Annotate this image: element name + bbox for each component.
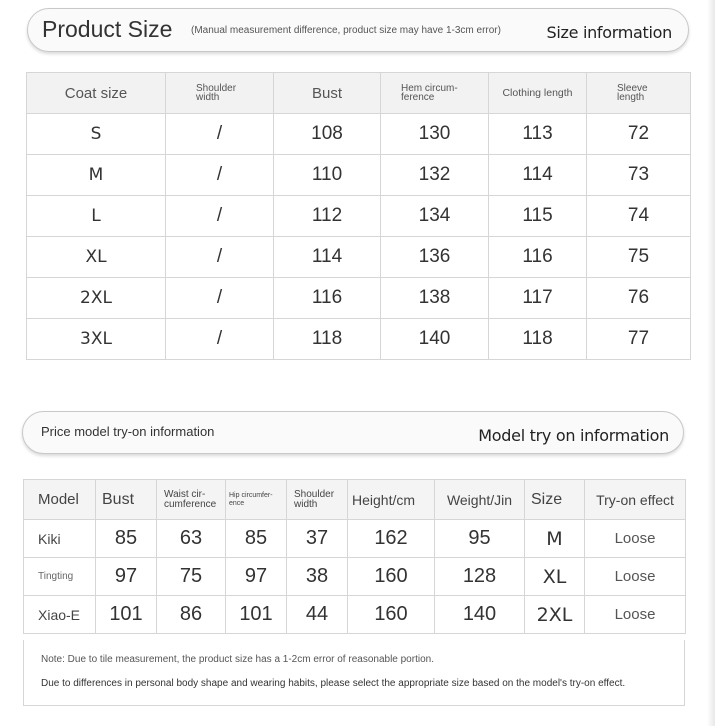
cell-height: 160 bbox=[348, 558, 435, 596]
header-sleeve-line1: Sleeve bbox=[617, 83, 648, 94]
model-info-title: Price model try-on information bbox=[41, 424, 215, 439]
cell-sleeve: 75 bbox=[587, 237, 691, 278]
cell-shoulder: / bbox=[166, 319, 274, 360]
header-weight: Weight/Jin bbox=[435, 480, 525, 520]
cell-waist: 86 bbox=[157, 596, 226, 634]
header-shoulder-line1: Shoulder bbox=[294, 488, 335, 500]
cell-hip: 85 bbox=[226, 520, 287, 558]
header-clothing-length: Clothing length bbox=[489, 73, 587, 114]
page-edge-shadow bbox=[707, 0, 715, 726]
model-table-header-row bbox=[24, 480, 686, 520]
cell-bust: 97 bbox=[96, 558, 157, 596]
cell-hem: 138 bbox=[381, 278, 489, 319]
header-sleeve-line2: length bbox=[617, 92, 645, 103]
cell-effect: Loose bbox=[585, 596, 686, 634]
header-hip-line2: ence bbox=[229, 499, 245, 507]
cell-bust: 85 bbox=[96, 520, 157, 558]
cell-hem: 140 bbox=[381, 319, 489, 360]
cell-sleeve: 76 bbox=[587, 278, 691, 319]
table-row bbox=[27, 196, 691, 237]
header-height: Height/cm bbox=[348, 480, 435, 520]
header-shoulder-line2: width bbox=[294, 498, 318, 510]
header-bust: Bust bbox=[274, 73, 381, 114]
cell-shoulder: 38 bbox=[287, 558, 348, 596]
header-waist-line2: cumference bbox=[164, 498, 217, 510]
model-table bbox=[23, 479, 686, 634]
cell-size: 3XL bbox=[27, 319, 166, 360]
cell-size: 2XL bbox=[525, 596, 585, 634]
cell-sleeve: 74 bbox=[587, 196, 691, 237]
cell-size: XL bbox=[525, 558, 585, 596]
header-waist bbox=[157, 480, 226, 520]
cell-shoulder: 37 bbox=[287, 520, 348, 558]
cell-sleeve: 77 bbox=[587, 319, 691, 360]
cell-bust: 101 bbox=[96, 596, 157, 634]
cell-height: 162 bbox=[348, 520, 435, 558]
header-hip-line1: Hip circumfer- bbox=[229, 491, 273, 499]
cell-size: L bbox=[27, 196, 166, 237]
header-size: Size bbox=[525, 480, 585, 520]
cell-shoulder: / bbox=[166, 114, 274, 155]
table-row bbox=[27, 237, 691, 278]
cell-weight: 140 bbox=[435, 596, 525, 634]
cell-length: 118 bbox=[489, 319, 587, 360]
notes-box bbox=[23, 640, 685, 706]
table-row bbox=[24, 558, 686, 596]
cell-weight: 95 bbox=[435, 520, 525, 558]
cell-hem: 130 bbox=[381, 114, 489, 155]
cell-shoulder: / bbox=[166, 196, 274, 237]
model-name: Tingting bbox=[24, 558, 96, 596]
table-row bbox=[24, 596, 686, 634]
cell-waist: 75 bbox=[157, 558, 226, 596]
model-name: Xiao-E bbox=[24, 596, 96, 634]
cell-size: S bbox=[27, 114, 166, 155]
cell-effect: Loose bbox=[585, 558, 686, 596]
cell-length: 113 bbox=[489, 114, 587, 155]
cell-size: 2XL bbox=[27, 278, 166, 319]
header-waist-line1: Waist cir- bbox=[164, 488, 206, 500]
cell-shoulder: 44 bbox=[287, 596, 348, 634]
model-try-on-label: Model try on information bbox=[478, 426, 669, 445]
cell-weight: 128 bbox=[435, 558, 525, 596]
cell-size: M bbox=[27, 155, 166, 196]
table-row bbox=[24, 520, 686, 558]
note-size-advice: Due to differences in personal body shape and wearing habits, please select the appropriate size based on the model's try-on effect. bbox=[41, 678, 626, 689]
product-size-title: Product Size bbox=[42, 16, 173, 42]
header-bust: Bust bbox=[96, 480, 157, 520]
cell-hem: 136 bbox=[381, 237, 489, 278]
header-shoulder bbox=[287, 480, 348, 520]
header-coat-size: Coat size bbox=[27, 73, 166, 114]
header-hip bbox=[226, 480, 287, 520]
cell-size: XL bbox=[27, 237, 166, 278]
header-hem-line1: Hem circum- bbox=[401, 83, 458, 94]
measurement-note: (Manual measurement difference, product size may have 1-3cm error) bbox=[191, 25, 501, 36]
cell-hem: 134 bbox=[381, 196, 489, 237]
header-hem bbox=[381, 73, 489, 114]
cell-length: 116 bbox=[489, 237, 587, 278]
table-row bbox=[27, 155, 691, 196]
header-sleeve-length bbox=[587, 73, 691, 114]
cell-hem: 132 bbox=[381, 155, 489, 196]
header-hem-line2: ference bbox=[401, 92, 435, 103]
cell-bust: 118 bbox=[274, 319, 381, 360]
header-try-on-effect: Try-on effect bbox=[585, 480, 686, 520]
size-table bbox=[26, 72, 691, 360]
cell-bust: 108 bbox=[274, 114, 381, 155]
cell-length: 117 bbox=[489, 278, 587, 319]
table-row bbox=[27, 278, 691, 319]
cell-shoulder: / bbox=[166, 278, 274, 319]
size-information-label: Size information bbox=[546, 23, 672, 42]
header-shoulder-width bbox=[166, 73, 274, 114]
model-name: Kiki bbox=[24, 520, 96, 558]
header-shoulder-line2: width bbox=[196, 92, 220, 103]
product-size-header bbox=[27, 8, 689, 52]
cell-shoulder: / bbox=[166, 237, 274, 278]
cell-effect: Loose bbox=[585, 520, 686, 558]
header-model: Model bbox=[24, 480, 96, 520]
note-measurement-error: Note: Due to tile measurement, the product size has a 1-2cm error of reasonable portion. bbox=[41, 654, 434, 665]
cell-bust: 110 bbox=[274, 155, 381, 196]
cell-waist: 63 bbox=[157, 520, 226, 558]
cell-hip: 97 bbox=[226, 558, 287, 596]
cell-shoulder: / bbox=[166, 155, 274, 196]
cell-bust: 112 bbox=[274, 196, 381, 237]
model-info-header bbox=[22, 411, 684, 454]
cell-bust: 114 bbox=[274, 237, 381, 278]
cell-sleeve: 73 bbox=[587, 155, 691, 196]
cell-height: 160 bbox=[348, 596, 435, 634]
cell-bust: 116 bbox=[274, 278, 381, 319]
cell-length: 115 bbox=[489, 196, 587, 237]
size-table-header-row bbox=[27, 73, 691, 114]
cell-size: M bbox=[525, 520, 585, 558]
table-row bbox=[27, 319, 691, 360]
header-shoulder-line1: Shoulder bbox=[196, 83, 237, 94]
table-row bbox=[27, 114, 691, 155]
cell-hip: 101 bbox=[226, 596, 287, 634]
cell-length: 114 bbox=[489, 155, 587, 196]
cell-sleeve: 72 bbox=[587, 114, 691, 155]
